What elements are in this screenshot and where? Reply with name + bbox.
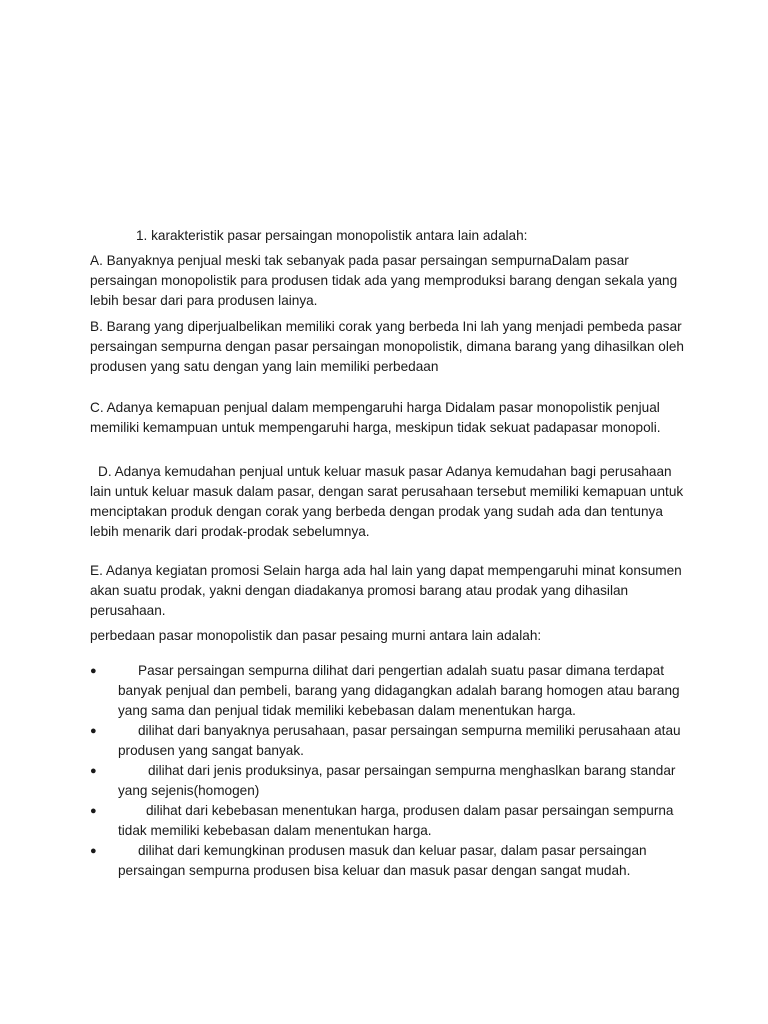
paragraph-a: A. Banyaknya penjual meski tak sebanyak pada pasar persaingan sempurnaDalam pasar persaingan monopolistik para produsen tidak ada yang memproduksi barang dengan sekala yang lebih besar dari para produsen lainya.: [90, 253, 678, 308]
list-item-text: dilihat dari kebebasan menentukan harga, produsen dalam pasar persaingan sempurna tidak memiliki kebebasan dalam menentukan harga.: [118, 803, 674, 838]
list-item: [90, 761, 690, 801]
list-item-text: dilihat dari jenis produksinya, pasar persaingan sempurna menghaslkan barang standar yang sejenis(homogen): [118, 763, 676, 798]
list-item-text: dilihat dari kemungkinan produsen masuk dan keluar pasar, dalam pasar persaingan persaingan sempurna produsen bisa keluar dan masuk pasar dengan sangat mudah.: [118, 843, 647, 878]
bullet-icon: ●: [90, 805, 97, 817]
list-item: [90, 721, 690, 761]
bullet-icon: ●: [90, 665, 97, 677]
characteristics-heading: 1. karakteristik pasar persaingan monopolistik antara lain adalah:: [136, 228, 528, 243]
differences-list: [90, 661, 690, 881]
list-item-text: Pasar persaingan sempurna dilihat dari pengertian adalah suatu pasar dimana terdapat banyak penjual dan pembeli, barang yang didagangkan adalah barang homogen atau barang yang sama dan penjual tidak memiliki kebebasan dalam menentukan harga.: [118, 663, 680, 718]
list-item: [90, 801, 690, 841]
paragraph-d: [90, 462, 686, 542]
differences-heading: perbedaan pasar monopolistik dan pasar pesaing murni antara lain adalah:: [90, 628, 542, 643]
bullet-icon: ●: [90, 765, 97, 777]
list-item: [90, 661, 690, 721]
paragraph-d-text: D. Adanya kemudahan penjual untuk keluar masuk pasar Adanya kemudahan bagi perusahaan lain untuk keluar masuk dalam pasar, dengan sarat perusahaan tersebut memiliki kemapuan untuk menciptakan produk dengan corak yang berbeda dengan prodak yang sudah ada dan tentunya lebih menarik dari prodak-prodak sebelumnya.: [90, 464, 684, 539]
paragraph-e: E. Adanya kegiatan promosi Selain harga ada hal lain yang dapat mempengaruhi minat konsumen akan suatu prodak, yakni dengan diadakanya promosi barang atau prodak yang dihasilan perusahaan.: [90, 563, 682, 618]
bullet-icon: ●: [90, 845, 97, 857]
paragraph-c: C. Adanya kemapuan penjual dalam mempengaruhi harga Didalam pasar monopolistik penjual memiliki kemampuan untuk mempengaruhi harga, meskipun tidak sekuat padapasar monopoli.: [90, 400, 661, 435]
bullet-icon: ●: [90, 725, 97, 737]
paragraph-b: B. Barang yang diperjualbelikan memiliki corak yang berbeda Ini lah yang menjadi pembeda pasar persaingan sempurna dengan pasar persaingan monopolistik, dimana barang yang dihasilkan oleh produsen yang satu dengan yang lain memiliki perbedaan: [90, 319, 684, 374]
list-item-text: dilihat dari banyaknya perusahaan, pasar persaingan sempurna memiliki perusahaan atau produsen yang sangat banyak.: [118, 723, 681, 758]
list-item: [90, 841, 690, 881]
